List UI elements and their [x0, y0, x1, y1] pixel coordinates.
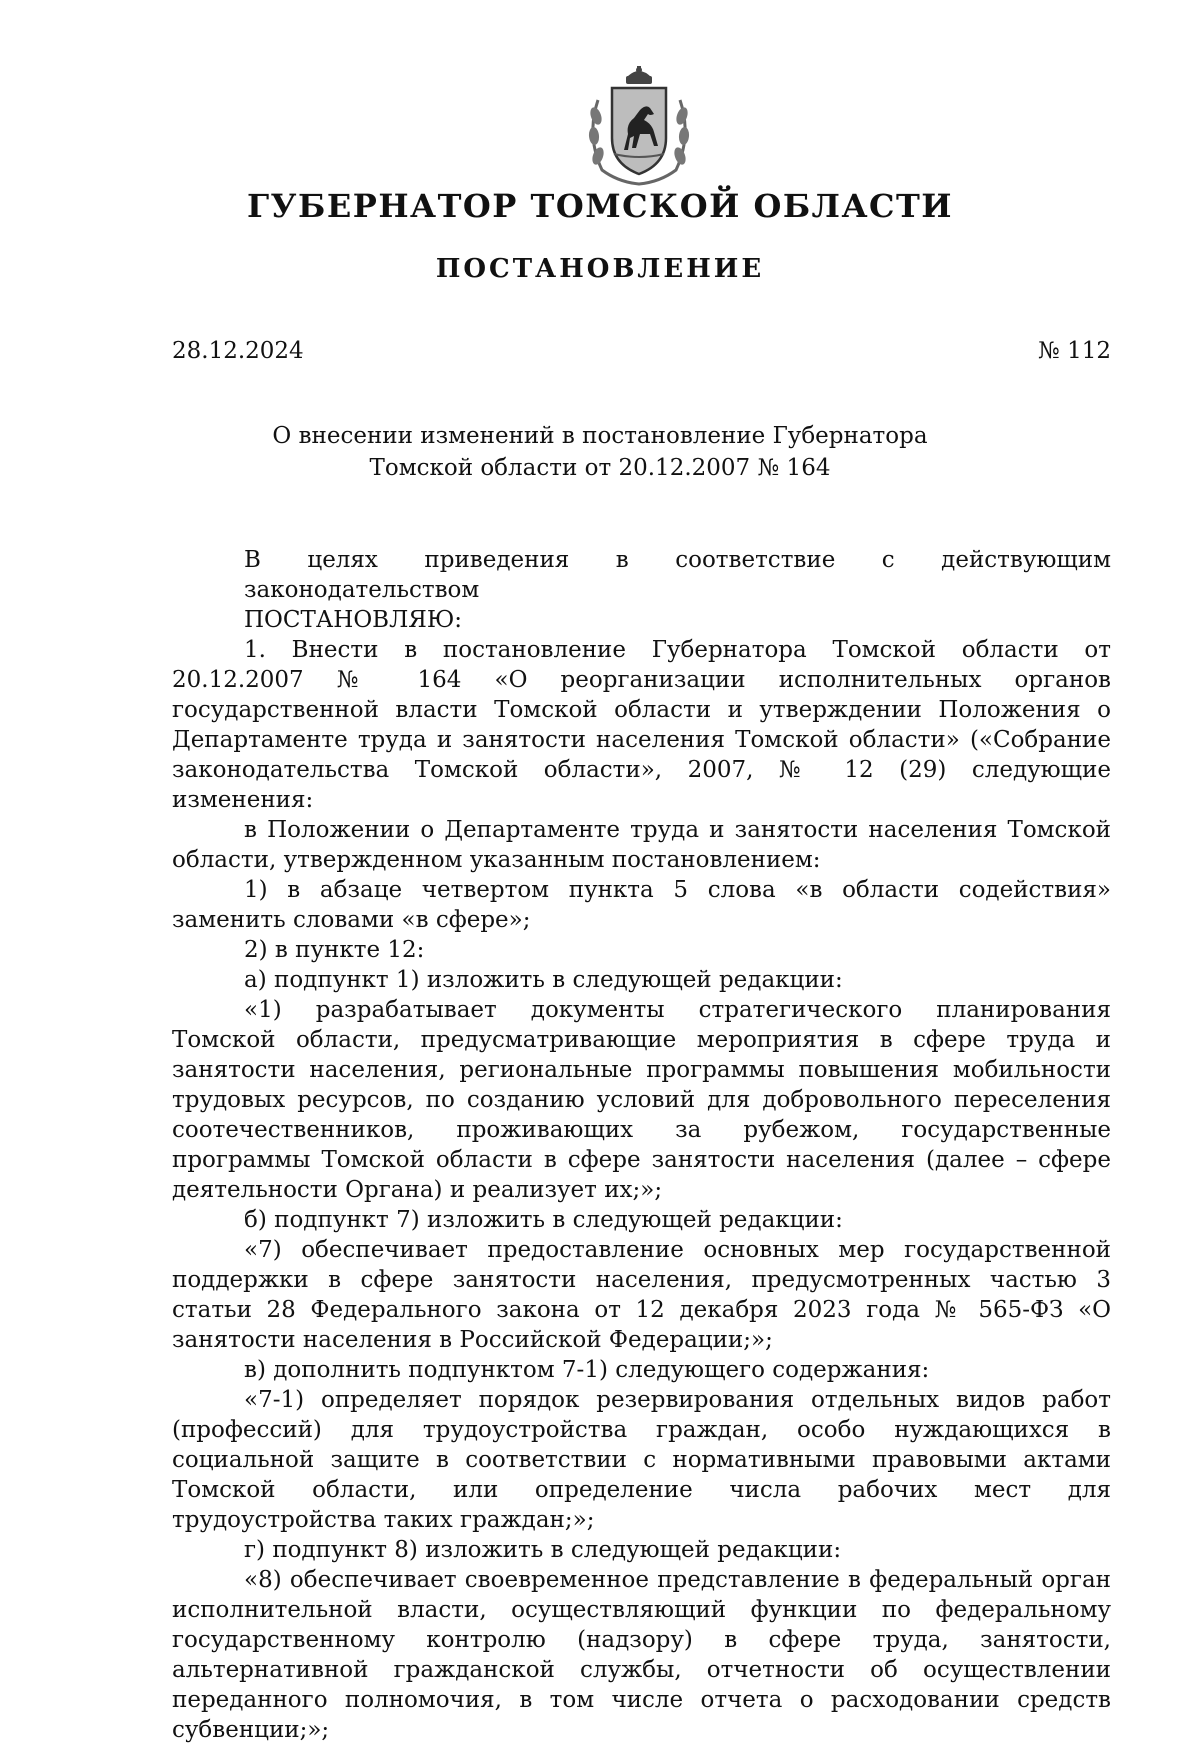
body-paragraph: «8) обеспечивает своевременное представление в федеральный орган исполнительной власти, осуществляющий функции по федеральному государственному контролю (надзору) в сфере труда, занятости, альтернативной гражданской службы, отчетности об осуществлении переданного полномочия, в том числе отчета о расходовании средств субвенции;»; [172, 1567, 1111, 1743]
document-subject [0, 420, 1200, 484]
body-paragraph: б) подпункт 7) изложить в следующей редакции: [244, 1207, 843, 1233]
body-paragraph: в Положении о Департаменте труда и занятости населения Томской области, утвержденном указанным постановлением: [172, 817, 1111, 873]
document-body [172, 545, 1111, 1745]
document-number: № 112 [1038, 338, 1111, 364]
body-paragraph: 1. Внести в постановление Губернатора Томской области от 20.12.2007 № 164 «О реорганизации исполнительных органов государственной власти Томской области и утверждении Положения о Департаменте труда и занятости населения Томской области» («Собрание законодательства Томской области», 2007, № 12 (29) следующие изменения: [172, 637, 1111, 813]
body-paragraph: «7-1) определяет порядок резервирования отдельных видов работ (профессий) для трудоустройства граждан, особо нуждающихся в социальной защите в соответствии с нормативными правовыми актами Томской области, или определение числа рабочих мест для трудоустройства таких граждан;»; [172, 1387, 1111, 1533]
body-paragraph: 1) в абзаце четвертом пункта 5 слова «в области содействия» заменить словами «в сфере»; [172, 877, 1111, 933]
issuing-authority: ГУБЕРНАТОР ТОМСКОЙ ОБЛАСТИ [246, 187, 954, 225]
body-paragraph: а) подпункт 1) изложить в следующей редакции: [244, 967, 843, 993]
body-paragraph: 2) в пункте 12: [244, 937, 425, 963]
body-paragraph: «1) разрабатывает документы стратегического планирования Томской области, предусматривающие мероприятия в сфере труда и занятости населения, региональные программы повышения мобильности трудовых ресурсов, по созданию условий для добровольного переселения соотечественников, проживающих за рубежом, государственные программы Томской области в сфере занятости населения (далее – сфере деятельности Органа) и реализует их;»; [172, 997, 1111, 1203]
subject-line-2: Томской области от 20.12.2007 № 164 [369, 455, 831, 481]
preamble-paragraph: В целях приведения в соответствие с действующим законодательством [244, 547, 1111, 603]
body-paragraph: в) дополнить подпунктом 7-1) следующего содержания: [244, 1357, 930, 1383]
coat-of-arms-icon [584, 66, 694, 186]
resolve-clause: ПОСТАНОВЛЯЮ: [244, 607, 463, 633]
subject-line-1: О внесении изменений в постановление Губернатора [272, 423, 928, 449]
body-paragraph: г) подпункт 8) изложить в следующей редакции: [244, 1537, 842, 1563]
document-type: ПОСТАНОВЛЕНИЕ [435, 254, 765, 284]
document-date: 28.12.2024 [172, 338, 304, 364]
body-paragraph: «7) обеспечивает предоставление основных мер государственной поддержки в сфере занятости населения, предусмотренных частью 3 статьи 28 Федерального закона от 12 декабря 2023 года № 565-ФЗ «О занятости населения в Российской Федерации;»; [172, 1237, 1111, 1353]
